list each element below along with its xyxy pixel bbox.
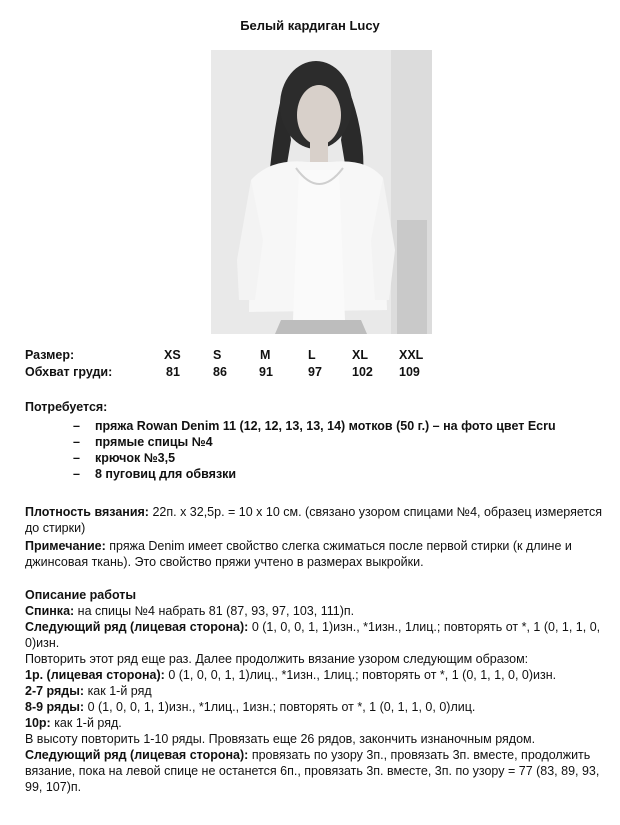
rows27-text: как 1-й ряд bbox=[87, 684, 152, 698]
size-value: XXL bbox=[399, 348, 424, 362]
size-label: Размер: bbox=[25, 348, 75, 362]
back-label: Спинка: bbox=[25, 604, 75, 618]
height-paragraph: В высоту повторить 1-10 ряды. Провязать еще 26 рядов, закончить изнаночным рядом. bbox=[25, 732, 536, 746]
repeat-paragraph: Повторить этот ряд еще раз. Далее продолжить вязание узором следующим образом: bbox=[25, 652, 529, 666]
next2-text: провязать по узору 3п., провязать 3п. вместе, продолжить вязание, пока на левой спице не останется 6п., провязать 3п. вместе, 3п. по узору = 77 (83, 89, 93, 99, 107)п. bbox=[25, 748, 600, 794]
row10-label: 10р: bbox=[25, 716, 51, 730]
list-item: – 8 пуговиц для обвязки bbox=[73, 466, 605, 482]
list-item: – крючок №3,5 bbox=[73, 450, 605, 466]
chest-value: 97 bbox=[308, 365, 322, 379]
row1-paragraph bbox=[25, 667, 610, 683]
rows89-paragraph bbox=[25, 699, 610, 715]
row10-text: как 1-й ряд. bbox=[54, 716, 122, 730]
density-label: Плотность вязания: bbox=[25, 505, 149, 519]
row10-paragraph bbox=[25, 715, 610, 731]
size-value: XS bbox=[164, 348, 181, 362]
next2-label: Следующий ряд (лицевая сторона): bbox=[25, 748, 249, 762]
back-text: на спицы №4 набрать 81 (87, 93, 97, 103, 111)п. bbox=[77, 604, 355, 618]
notes-section bbox=[25, 504, 610, 572]
row1-text: 0 (1, 0, 0, 1, 1)лиц., *1изн., 1лиц.; повторять от *, 1 (0, 1, 1, 0, 0)изн. bbox=[168, 668, 557, 682]
size-value: XL bbox=[352, 348, 368, 362]
density-text: 22п. х 32,5р. = 10 х 10 см. (связано узором спицами №4, образец измеряется до стирки) bbox=[25, 505, 603, 535]
note-text: пряжа Denim имеет свойство слегка сжиматься после первой стирки (к длине и джинсовая ткань). Это свойство пряжи учтено в размерах выкройки. bbox=[25, 539, 572, 569]
density-paragraph bbox=[25, 504, 610, 536]
rows27-label: 2-7 ряды: bbox=[25, 684, 85, 698]
chest-value: 91 bbox=[259, 365, 273, 379]
list-item: – пряжа Rowan Denim 11 (12, 12, 13, 13, 14) мотков (50 г.) – на фото цвет Ecru bbox=[73, 418, 605, 434]
note-paragraph bbox=[25, 538, 610, 570]
work-section bbox=[25, 587, 610, 795]
requirements bbox=[25, 400, 605, 482]
note-label: Примечание: bbox=[25, 539, 106, 553]
size-value: M bbox=[260, 348, 271, 362]
size-value: S bbox=[213, 348, 222, 362]
next-row-label: Следующий ряд (лицевая сторона): bbox=[25, 620, 249, 634]
next-row-paragraph bbox=[25, 619, 610, 651]
requirements-heading: Потребуется: bbox=[25, 400, 108, 414]
size-value: L bbox=[308, 348, 316, 362]
chest-value: 109 bbox=[399, 365, 420, 379]
next2-paragraph bbox=[25, 747, 610, 795]
chest-value: 86 bbox=[213, 365, 227, 379]
rows27-paragraph bbox=[25, 683, 610, 699]
row1-label: 1р. (лицевая сторона): bbox=[25, 668, 165, 682]
list-item: – прямые спицы №4 bbox=[73, 434, 605, 450]
chest-value: 81 bbox=[166, 365, 180, 379]
woman-cardigan-photo-icon bbox=[211, 50, 432, 334]
chest-value: 102 bbox=[352, 365, 373, 379]
back-paragraph bbox=[25, 603, 610, 619]
rows89-text: 0 (1, 0, 0, 1, 1)изн., *1лиц., 1изн.; повторять от *, 1 (0, 1, 1, 0, 0)лиц. bbox=[87, 700, 476, 714]
work-heading: Описание работы bbox=[25, 588, 137, 602]
chest-label: Обхват груди: bbox=[25, 365, 113, 379]
rows89-label: 8-9 ряды: bbox=[25, 700, 85, 714]
page-title: Белый кардиган Lucy bbox=[240, 18, 380, 33]
next-row-text: 0 (1, 0, 0, 1, 1)изн., *1изн., 1лиц.; повторять от *, 1 (0, 1, 1, 0, 0)изн. bbox=[25, 620, 601, 650]
